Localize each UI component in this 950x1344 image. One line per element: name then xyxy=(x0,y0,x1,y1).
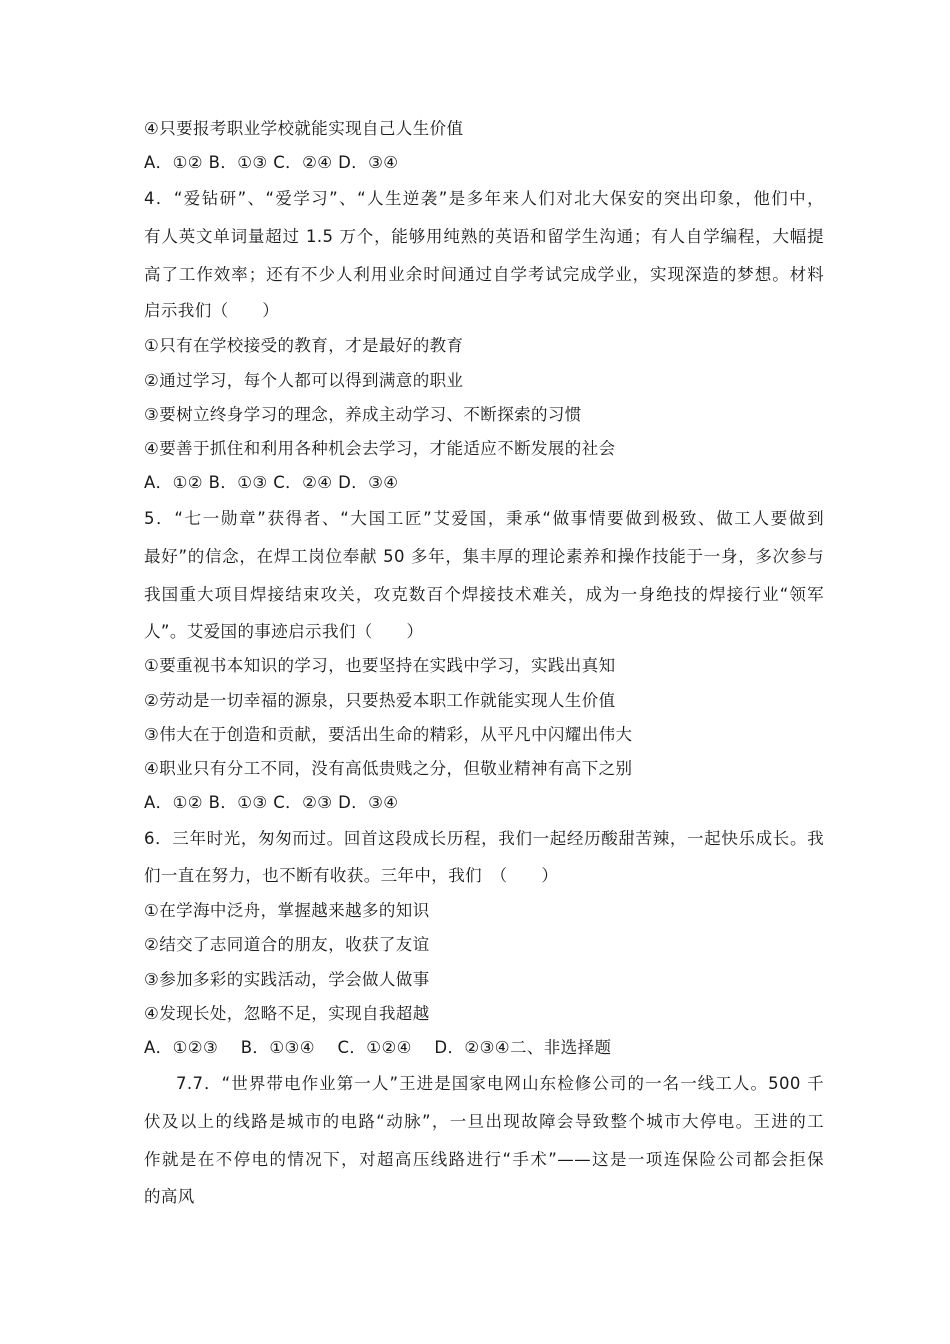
option-line: ④发现长处，忽略不足，实现自我超越 xyxy=(144,1004,430,1023)
question-5-text: 我国重大项目焊接结束攻关，攻克数百个焊接技术难关，成为一身绝技的焊接行业“领军 xyxy=(144,585,824,604)
question-7-text: 作就是在不停电的情况下，对超高压线路进行“手术”——这是一项连保险公司都会拒保 xyxy=(144,1150,824,1169)
option-line: ③要树立终身学习的理念，养成主动学习、不断探索的习惯 xyxy=(144,405,582,424)
option-line: ③伟大在于创造和贡献，要活出生命的精彩，从平凡中闪耀出伟大 xyxy=(144,725,633,744)
question-4-text: 有人英文单词量超过 1.5 万个，能够用纯熟的英语和留学生沟通；有人自学编程，大幅提 xyxy=(144,227,824,246)
option-line: ②劳动是一切幸福的源泉，只要热爱本职工作就能实现人生价值 xyxy=(144,691,616,710)
question-6-text: 们一直在努力，也不断有收获。三年中，我们 （ ） xyxy=(144,866,559,885)
question-7-text: 的高风 xyxy=(144,1187,195,1206)
question-4-text: 启示我们（ ） xyxy=(144,301,280,320)
answer-choices: A．①② B．①③ C．②③ D．③④ xyxy=(144,793,399,812)
option-line: ③参加多彩的实践活动，学会做人做事 xyxy=(144,970,430,989)
option-line: ①在学海中泛舟，掌握越来越多的知识 xyxy=(144,901,430,920)
question-4-text: 4．“爱钻研”、“爱学习”、“人生逆袭”是多年来人们对北大保安的突出印象，他们中， xyxy=(144,189,824,208)
option-line: ④只要报考职业学校就能实现自己人生价值 xyxy=(144,119,464,138)
option-line: ①只有在学校接受的教育，才是最好的教育 xyxy=(144,336,464,355)
option-line: ④职业只有分工不同，没有高低贵贱之分，但敬业精神有高下之别 xyxy=(144,759,633,778)
answer-choices: A．①② B．①③ C．②④ D．③④ xyxy=(144,473,399,492)
answer-choices: A．①② B．①③ C．②④ D．③④ xyxy=(144,153,399,172)
question-7-text: 7.7．“世界带电作业第一人”王进是国家电网山东检修公司的一名一线工人。500 千 xyxy=(176,1074,824,1093)
question-6-text: 6．三年时光，匆匆而过。回首这段成长历程，我们一起经历酸甜苦辣，一起快乐成长。我 xyxy=(144,829,824,848)
question-5-text: 5．“七一勋章”获得者、“大国工匠”艾爱国，秉承“做事情要做到极致、做工人要做到 xyxy=(144,509,824,528)
option-line: ②通过学习，每个人都可以得到满意的职业 xyxy=(144,371,464,390)
question-5-text: 最好”的信念，在焊工岗位奉献 50 多年，集丰厚的理论素养和操作技能于一身，多次参与 xyxy=(144,547,824,566)
answer-choices: A．①②③ B．①③④ C．①②④ D．②③④二、非选择题 xyxy=(144,1038,612,1057)
question-5-text: 人”。艾爱国的事迹启示我们（ ） xyxy=(144,622,424,641)
option-line: ①要重视书本知识的学习，也要坚持在实践中学习，实践出真知 xyxy=(144,656,616,675)
question-4-text: 高了工作效率；还有不少人利用业余时间通过自学考试完成学业，实现深造的梦想。材料 xyxy=(144,265,824,284)
option-line: ②结交了志同道合的朋友，收获了友谊 xyxy=(144,935,430,954)
question-7-text: 伏及以上的线路是城市的电路“动脉”，一旦出现故障会导致整个城市大停电。王进的工 xyxy=(144,1112,824,1131)
option-line: ④要善于抓住和利用各种机会去学习，才能适应不断发展的社会 xyxy=(144,439,616,458)
